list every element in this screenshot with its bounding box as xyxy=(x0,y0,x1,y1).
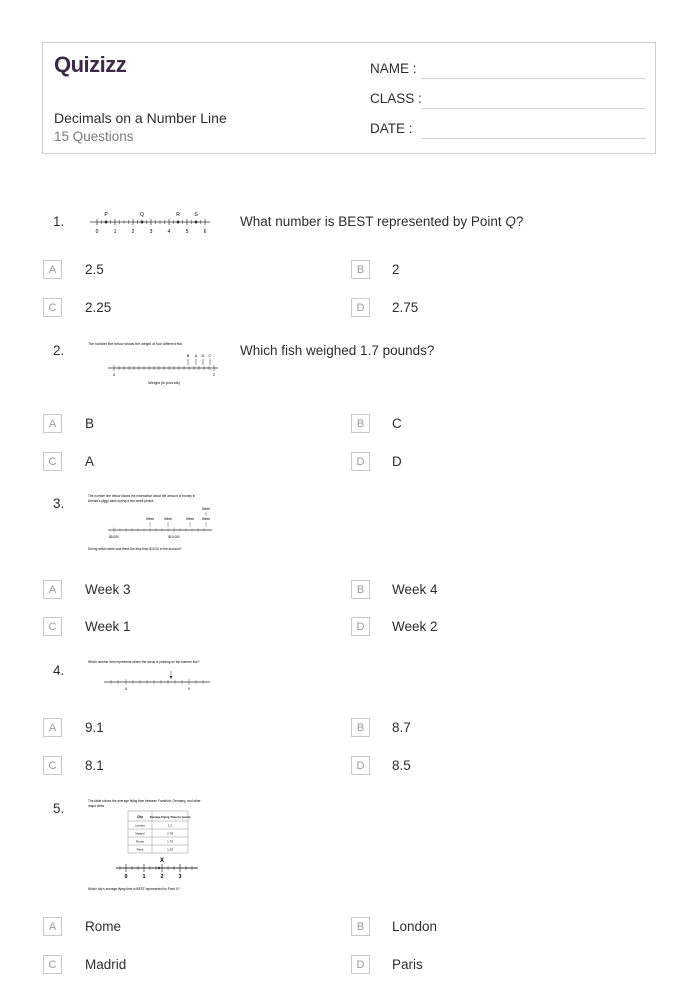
table-cell: London xyxy=(134,823,146,828)
point-label: S xyxy=(194,212,198,218)
option-text[interactable]: 8.5 xyxy=(392,758,411,773)
question-2-number: 2. xyxy=(53,343,65,358)
option-text[interactable]: 2.25 xyxy=(85,300,112,315)
class-line[interactable] xyxy=(421,108,646,109)
table-header: Average Flying Time (in hours) xyxy=(149,815,191,819)
question-5-table-and-number-line-image xyxy=(86,797,226,893)
tick-label: 3 xyxy=(149,229,153,235)
table-cell: Madrid xyxy=(135,831,145,836)
question-1-number: 1. xyxy=(53,214,65,229)
tick-label: 8 xyxy=(125,687,127,691)
option-text[interactable]: Week 3 xyxy=(85,582,131,597)
tick-label: 0 xyxy=(112,372,116,377)
table-cell: Rome xyxy=(135,839,145,844)
image-question: During which week was there the less than $10,00 in the account? xyxy=(88,547,182,551)
option-text[interactable]: Week 1 xyxy=(85,619,131,634)
option-text[interactable]: London xyxy=(392,919,438,934)
week-label: Week xyxy=(201,507,211,511)
class-label: CLASS : xyxy=(370,91,422,106)
option-letter-box[interactable]: C xyxy=(43,298,62,317)
question-1-number-line-image xyxy=(86,208,216,236)
option-text[interactable]: B xyxy=(85,416,95,431)
option-letter-box[interactable]: A xyxy=(43,917,62,936)
tick-label: 5 xyxy=(185,229,189,235)
option-letter-box[interactable]: D xyxy=(351,452,370,471)
option-letter-box[interactable]: C xyxy=(43,955,62,974)
option-letter-box[interactable]: B xyxy=(351,414,370,433)
tick-label: 4 xyxy=(167,229,171,235)
point-label: D xyxy=(201,353,205,358)
option-letter-box[interactable]: C xyxy=(43,617,62,636)
table-cell: Paris xyxy=(136,847,144,852)
quizizz-logo: Quizizz xyxy=(54,52,127,77)
table-header: City xyxy=(136,815,144,819)
option-text[interactable]: D xyxy=(392,454,402,469)
worksheet-title: Decimals on a Number Line xyxy=(54,110,227,126)
option-letter-box[interactable]: D xyxy=(351,955,370,974)
table-cell: 1.3 xyxy=(167,823,173,828)
option-text[interactable]: Paris xyxy=(392,957,423,972)
question-2-text: Which fish weighed 1.7 pounds? xyxy=(240,343,435,358)
question-4-number: 4. xyxy=(53,663,65,678)
option-letter-box[interactable]: B xyxy=(351,580,370,599)
option-text[interactable]: Week 4 xyxy=(392,582,438,597)
point-label: R xyxy=(176,212,180,218)
option-text[interactable]: 9.1 xyxy=(85,720,104,735)
tick-label: $5,000 xyxy=(109,535,119,539)
option-letter-box[interactable]: A xyxy=(43,580,62,599)
name-label: NAME : xyxy=(370,61,417,76)
option-letter-box[interactable]: D xyxy=(351,756,370,775)
week-label: Week xyxy=(145,517,155,521)
tick-label: 0 xyxy=(95,229,99,235)
question-3-number: 3. xyxy=(53,496,65,511)
point-label: Q xyxy=(140,212,144,218)
image-caption: major cities. xyxy=(88,804,106,808)
option-text[interactable]: 2 xyxy=(392,262,400,277)
point-label: C xyxy=(208,353,212,358)
tick-label: 0 xyxy=(124,874,128,880)
question-1-point-letter: Q xyxy=(505,214,516,229)
question-3-number-line-image xyxy=(86,492,226,556)
option-letter-box[interactable]: A xyxy=(43,718,62,737)
option-text[interactable]: 2.75 xyxy=(392,300,419,315)
image-caption: Armani's piggy bank during a five-week period. xyxy=(88,499,154,503)
option-text[interactable]: Madrid xyxy=(85,957,127,972)
axis-label: Weight (in pounds) xyxy=(148,381,180,385)
tick-label: 6 xyxy=(203,229,207,235)
option-letter-box[interactable]: D xyxy=(351,617,370,636)
option-text[interactable]: 2.5 xyxy=(85,262,104,277)
table-cell: 1.75 xyxy=(167,839,173,844)
image-caption: The table shows the average flying time between Frankfurt, Germany, and other xyxy=(88,799,201,803)
option-text[interactable]: C xyxy=(392,416,402,431)
tick-label: 2 xyxy=(160,874,164,880)
image-caption: The number line below shows the weight of four different fish. xyxy=(88,342,184,346)
table-cell: 2.78 xyxy=(167,831,173,836)
question-count: 15 Questions xyxy=(54,129,134,144)
option-letter-box[interactable]: D xyxy=(351,298,370,317)
option-text[interactable]: Week 2 xyxy=(392,619,438,634)
tick-label: 1 xyxy=(113,229,117,235)
option-letter-box[interactable]: B xyxy=(351,917,370,936)
tick-label: 2 xyxy=(131,229,135,235)
option-letter-box[interactable]: B xyxy=(351,718,370,737)
option-letter-box[interactable]: A xyxy=(43,414,62,433)
question-4-number-line-image xyxy=(86,657,226,693)
option-letter-box[interactable]: B xyxy=(351,260,370,279)
point-label: P xyxy=(104,212,108,218)
option-text[interactable]: A xyxy=(85,454,95,469)
point-label: B xyxy=(186,353,190,358)
option-letter-box[interactable]: A xyxy=(43,260,62,279)
question-5-number: 5. xyxy=(53,801,65,816)
tick-label: 3 xyxy=(178,874,182,880)
tick-label: 1 xyxy=(142,874,146,880)
point-label: A xyxy=(194,353,198,358)
option-letter-box[interactable]: C xyxy=(43,756,62,775)
tick-label: $10,000 xyxy=(168,535,180,539)
tick-label: 9 xyxy=(188,687,190,691)
image-caption: The number line below shows the information about the amount of money in xyxy=(88,494,196,498)
date-line[interactable] xyxy=(421,138,646,139)
table-cell: 1.25 xyxy=(167,847,173,852)
week-label: Week xyxy=(201,517,211,521)
question-2-number-line-image xyxy=(86,340,231,390)
week-label: Week xyxy=(163,517,173,521)
option-text[interactable]: 8.7 xyxy=(392,720,411,735)
image-caption: Which number best represents where the arrow is pointing on the number line? xyxy=(88,660,200,664)
date-label: DATE : xyxy=(370,121,413,136)
option-letter-box[interactable]: C xyxy=(43,452,62,471)
question-1-text: What number is BEST represented by Point Q? xyxy=(240,214,524,229)
point-label: X xyxy=(159,858,165,864)
image-question: Which city's average flying time is BEST represented by Point X? xyxy=(88,887,180,891)
option-text[interactable]: Rome xyxy=(85,919,122,934)
worksheet-header xyxy=(42,42,656,154)
tick-label: 2 xyxy=(212,372,216,377)
week-label: Week xyxy=(185,517,195,521)
option-text[interactable]: 8.1 xyxy=(85,758,104,773)
name-line[interactable] xyxy=(421,78,646,79)
